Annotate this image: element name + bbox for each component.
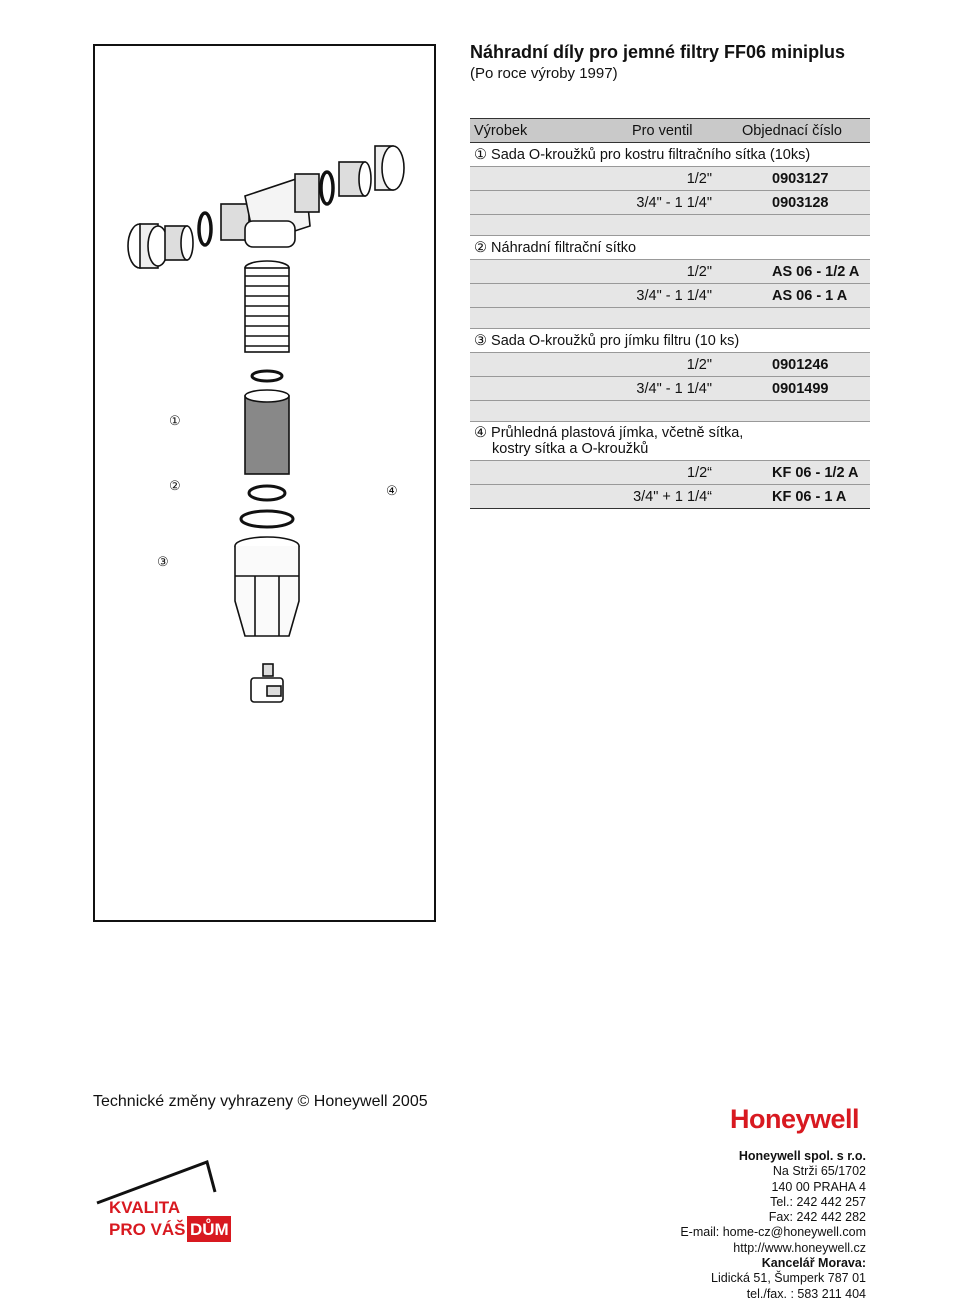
spacer-row bbox=[470, 308, 870, 329]
street: Na Strži 65/1702 bbox=[772, 1164, 866, 1179]
valve-size: 1/2" bbox=[624, 353, 720, 377]
city: 140 00 PRAHA 4 bbox=[771, 1179, 866, 1194]
kvalita-logo bbox=[95, 1158, 255, 1248]
callout-3: ③ bbox=[157, 554, 169, 569]
fax: Fax: 242 442 282 bbox=[768, 1210, 866, 1225]
section-row bbox=[470, 143, 870, 167]
kvalita-line1: KVALITA bbox=[109, 1198, 181, 1217]
col-header-valve: Pro ventil bbox=[624, 119, 720, 143]
order-code: AS 06 - 1/2 A bbox=[720, 260, 870, 284]
table-row bbox=[470, 353, 870, 377]
footer-note: Technické změny vyhrazeny © Honeywell 2005 bbox=[93, 1093, 428, 1110]
section-label: ② Náhradní filtrační sítko bbox=[470, 236, 870, 260]
order-code: KF 06 - 1/2 A bbox=[720, 461, 870, 485]
page-subtitle: (Po roce výroby 1997) bbox=[470, 65, 618, 82]
phone: Tel.: 242 442 257 bbox=[770, 1194, 866, 1209]
order-code: KF 06 - 1 A bbox=[720, 485, 870, 509]
section-label bbox=[470, 422, 870, 461]
table-header-row bbox=[470, 119, 870, 143]
valve-size: 3/4" - 1 1/4" bbox=[624, 284, 720, 308]
section-row bbox=[470, 236, 870, 260]
order-code: 0903128 bbox=[720, 191, 870, 215]
address-block bbox=[680, 1149, 866, 1302]
table-row bbox=[470, 167, 870, 191]
illustration-frame bbox=[93, 44, 436, 922]
callout-1: ① bbox=[169, 413, 181, 428]
valve-size: 1/2" bbox=[624, 167, 720, 191]
kvalita-line2b: DŮM bbox=[190, 1220, 229, 1239]
section-label: ① Sada O-kroužků pro kostru filtračního sítka (10ks) bbox=[470, 143, 870, 167]
section-label-line1: ④ Průhledná plastová jímka, včetně sítka, bbox=[474, 425, 744, 441]
parts-table bbox=[470, 118, 870, 509]
table-row bbox=[470, 260, 870, 284]
order-code: 0901499 bbox=[720, 377, 870, 401]
col-header-order-number: Objednací číslo bbox=[720, 119, 870, 143]
valve-size: 1/2“ bbox=[624, 461, 720, 485]
table-row bbox=[470, 461, 870, 485]
table-row bbox=[470, 284, 870, 308]
col-header-product: Výrobek bbox=[470, 119, 624, 143]
order-code: AS 06 - 1 A bbox=[720, 284, 870, 308]
spacer-row bbox=[470, 401, 870, 422]
office-phone: tel./fax. : 583 211 404 bbox=[746, 1286, 866, 1301]
table-row bbox=[470, 485, 870, 509]
callout-4: ④ bbox=[386, 483, 398, 498]
valve-size: 3/4" + 1 1/4“ bbox=[624, 485, 720, 509]
office-street: Lidická 51, Šumperk 787 01 bbox=[711, 1271, 866, 1286]
office-label: Kancelář Morava: bbox=[761, 1256, 866, 1271]
section-row bbox=[470, 422, 870, 461]
order-code: 0903127 bbox=[720, 167, 870, 191]
company-name: Honeywell spol. s r.o. bbox=[738, 1149, 866, 1163]
exploded-filter-drawing bbox=[95, 46, 434, 920]
section-row bbox=[470, 329, 870, 353]
table-row bbox=[470, 191, 870, 215]
section-label: ③ Sada O-kroužků pro jímku filtru (10 ks) bbox=[470, 329, 870, 353]
table-row bbox=[470, 377, 870, 401]
page-title: Náhradní díly pro jemné filtry FF06 miniplus bbox=[470, 42, 846, 62]
section-label-line2: kostry sítka a O-kroužků bbox=[492, 441, 649, 457]
kvalita-line2a: PRO VÁŠ bbox=[109, 1220, 186, 1239]
valve-size: 3/4" - 1 1/4" bbox=[624, 191, 720, 215]
honeywell-logo: Honeywell bbox=[730, 1104, 860, 1134]
order-code: 0901246 bbox=[720, 353, 870, 377]
callout-2: ② bbox=[169, 478, 181, 493]
website-link[interactable]: http://www.honeywell.cz bbox=[733, 1240, 866, 1255]
valve-size: 3/4" - 1 1/4" bbox=[624, 377, 720, 401]
valve-size: 1/2" bbox=[624, 260, 720, 284]
email-link[interactable]: E-mail: home-cz@honeywell.com bbox=[680, 1225, 866, 1240]
spacer-row bbox=[470, 215, 870, 236]
